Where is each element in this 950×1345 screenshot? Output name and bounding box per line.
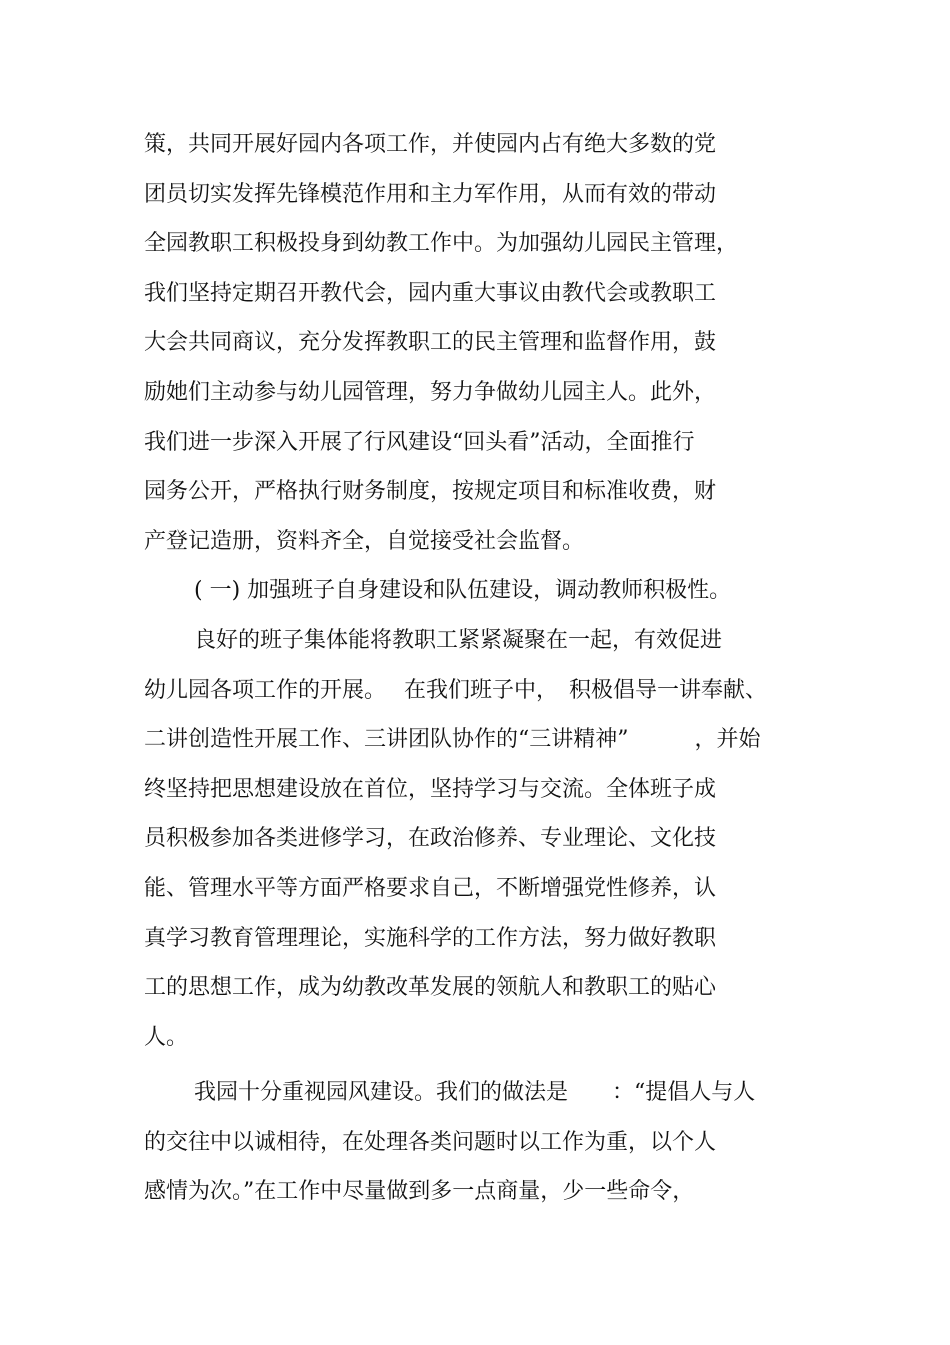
section-heading: ( 一) 加强班子自身建设和队伍建设，调动教师积极性。 xyxy=(194,578,732,604)
text-line: 园务公开，严格执行财务制度，按规定项目和标准收费，财 xyxy=(144,479,717,505)
text-line: 大会共同商议，充分发挥教职工的民主管理和监督作用，鼓 xyxy=(144,330,717,356)
text-line: 我们坚持定期召开教代会，园内重大事议由教代会或教职工 xyxy=(144,280,717,306)
text-line: 工的思想工作，成为幼教改革发展的领航人和教职工的贴心 xyxy=(144,975,717,1001)
text-line: 我们进一步深入开展了行风建设“回头看”活动，全面推行 xyxy=(144,429,695,455)
text-line: 策，共同开展好园内各项工作，并使园内占有绝大多数的党 xyxy=(144,132,717,157)
text-line: 我园十分重视园风建设。我们的做法是 ：“提倡人与人 xyxy=(194,1080,756,1106)
text-line: 良好的班子集体能将教职工紧紧凝聚在一起，有效促进 xyxy=(194,627,723,653)
body-text xyxy=(144,120,824,1217)
text-line: 团员切实发挥先锋模范作用和主力军作用，从而有效的带动 xyxy=(144,181,717,207)
text-line: 产登记造册，资料齐全，自觉接受社会监督。 xyxy=(144,528,585,554)
text-line: 真学习教育管理理论，实施科学的工作方法，努力做好教职 xyxy=(144,925,717,951)
text-line: 全园教职工积极投身到幼教工作中。为加强幼儿园民主管理， xyxy=(144,231,739,257)
text-line: 幼儿园各项工作的开展。 在我们班子中， 积极倡导一讲奉献、 xyxy=(144,677,767,703)
text-line: 感情为次。”在工作中尽量做到多一点商量，少一些命令， xyxy=(144,1179,695,1205)
text-line: 能、管理水平等方面严格要求自己，不断增强党性修养，认 xyxy=(144,875,717,901)
text-line: 二讲创造性开展工作、三讲团队协作的“三讲精神” ，并始 xyxy=(144,727,761,753)
text-line: 人。 xyxy=(144,1024,189,1050)
text-line: 的交往中以诚相待，在处理各类问题时以工作为重，以个人 xyxy=(144,1129,717,1155)
text-line: 员积极参加各类进修学习，在政治修养、专业理论、文化技 xyxy=(144,826,717,852)
text-line: 终坚持把思想建设放在首位，坚持学习与交流。全体班子成 xyxy=(144,776,717,802)
text-line: 励她们主动参与幼儿园管理，努力争做幼儿园主人。此外， xyxy=(144,379,717,405)
